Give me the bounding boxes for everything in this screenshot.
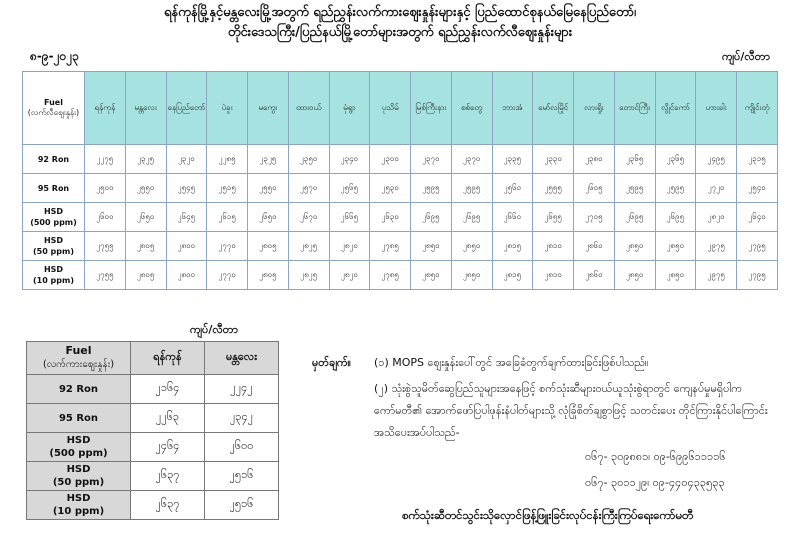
retail-price-table [22, 71, 778, 290]
yangon-price-cell: ၂၁၆၄ [131, 375, 205, 404]
price-cell: ၂၅၉၅ [655, 174, 696, 203]
fuel-type-cell [23, 261, 85, 290]
unit-label: ကျပ်/လီတာ [722, 50, 770, 63]
price-cell: ၂၉၇၅ [696, 261, 737, 290]
price-cell: ၂၉၇၅ [696, 232, 737, 261]
mandalay-price-cell: ၂၃၄၂ [205, 404, 279, 433]
yangon-price-cell: ၂၄၆၄ [131, 433, 205, 462]
price-cell: ၂၆၉၅ [655, 203, 696, 232]
price-cell: ၂၃၂၅ [248, 145, 289, 174]
table-row [23, 203, 778, 232]
table-row [23, 145, 778, 174]
price-cell: ၂၆၀၅ [574, 174, 615, 203]
fuel-header-label: Fuel [65, 344, 92, 357]
fuel-header-label: Fuel [44, 97, 63, 107]
price-cell: ၂၅၇၀ [288, 174, 329, 203]
price-cell: ၂၆၉၅ [614, 203, 655, 232]
city-column-header: ဘားအံ [492, 72, 533, 145]
price-cell: ၂၃၁၅ [737, 145, 778, 174]
price-cell: ၂၅၉၅ [451, 174, 492, 203]
fuel-type-cell [23, 174, 85, 203]
city-column-header: မော်လမြိုင် [533, 72, 574, 145]
city-column-header: လားရှိုး [574, 72, 615, 145]
price-cell: ၂၃၃၀ [533, 145, 574, 174]
price-cell: ၂၇၅၅ [85, 232, 126, 261]
price-cell: ၂၈၀၀ [166, 232, 207, 261]
fuel-column-header [23, 72, 85, 145]
price-cell: ၂၆၃၀ [370, 203, 411, 232]
table-row [23, 232, 778, 261]
price-cell: ၂၈၅၀ [614, 232, 655, 261]
price-cell: ၂၈၆၀ [574, 261, 615, 290]
price-cell: ၂၈၀၅ [125, 261, 166, 290]
price-cell: ၂၆၄၀ [737, 203, 778, 232]
table-header-row [27, 342, 279, 375]
price-cell: ၂၈၆၀ [574, 232, 615, 261]
price-cell: ၂၇၉၅ [737, 232, 778, 261]
fuel-type-cell [27, 491, 131, 520]
table-body [27, 375, 279, 520]
price-cell: ၂၈၅၀ [614, 261, 655, 290]
date-label: ၈-၉-၂၀၂၃ [30, 49, 79, 63]
fuel-type-sub: (10 ppm) [52, 506, 105, 517]
small-table-unit: ကျပ်/လီတာ [190, 323, 238, 336]
city-column-header: မြစ်ကြီးနား [411, 72, 452, 145]
price-cell: ၂၃၀၀ [370, 145, 411, 174]
price-cell: ၂၂၈၅ [207, 145, 248, 174]
price-cell: ၂၂၇၅ [85, 145, 126, 174]
city-column-header: တောင်ကြီး [614, 72, 655, 145]
price-cell: ၂၈၅၀ [411, 261, 452, 290]
mandalay-price-cell: ၂၆၀၀ [205, 433, 279, 462]
committee-signature: စက်သုံးဆီတင်သွင်းသိုလှောင်ဖြန့်ဖြူးခြင်းလုပ်ငန်းကြီးကြပ်ရေးကော်မတီ [402, 508, 694, 522]
note-2: (၂) သုံးစွဲသူမိတ်ဆွေပြည်သူများအနေဖြင့် စက်သုံးဆီများဝယ်ယူသုံးစွဲရာတွင် ကျေနပ်မှုမရှိပါက ကော်မတီ၏ အောက်ဖော်ပြပါဖုန်းနံပါတ်များသို့ လုံခြုံစိတ်ချစွာဖြင့် သတင်းပေး တိုင်ကြားနိုင်ပါကြောင်း အသိပေးအပ်ပါသည်- [374, 382, 768, 439]
price-cell: ၂၇၉၅ [737, 261, 778, 290]
price-cell: ၂၈၂၅ [288, 232, 329, 261]
title-line-2: တိုင်းဒေသကြီး/ပြည်နယ်မြို့တော်များအတွက် ရည်ညွှန်းလက်လီဈေးနှုန်းများ [227, 25, 573, 40]
price-cell: ၂၈၀၅ [248, 261, 289, 290]
fuel-type-sub: (50 ppm) [52, 477, 105, 488]
price-cell: ၂၃၆၅ [655, 145, 696, 174]
price-cell: ၂၅၃၀ [370, 174, 411, 203]
fuel-type-label: 92 Ron [58, 383, 99, 395]
city-column-header: ဟားခါး [696, 72, 737, 145]
price-cell: ၂၅၉၅ [411, 174, 452, 203]
price-cell: ၂၈၀၅ [125, 232, 166, 261]
price-cell: ၂၃၇၀ [451, 145, 492, 174]
price-cell: ၂၆၅၅ [533, 203, 574, 232]
price-cell: ၂၆၁၅ [207, 203, 248, 232]
wholesale-price-table [26, 341, 279, 520]
price-cell: ၂၆၅၀ [248, 203, 289, 232]
price-cell: ၂၆၆၀ [492, 203, 533, 232]
price-cell: ၂၇၈၅ [370, 232, 411, 261]
fuel-type-label: 95 Ron [37, 183, 70, 193]
price-cell: ၂၃၅၀ [288, 145, 329, 174]
fuel-type-cell [27, 404, 131, 433]
fuel-type-label: HSD [66, 464, 91, 475]
price-cell: ၂၅၉၅ [614, 174, 655, 203]
price-cell: ၂၅၄၅ [166, 174, 207, 203]
price-cell: ၂၇၇၀ [207, 261, 248, 290]
fuel-type-cell [23, 232, 85, 261]
yangon-price-cell: ၂၆၃၇ [131, 462, 205, 491]
price-cell: ၂၅၀၀ [85, 174, 126, 203]
price-cell: ၂၇၂၀ [696, 174, 737, 203]
fuel-type-cell [27, 375, 131, 404]
price-cell: ၂၃၄၀ [329, 145, 370, 174]
mandalay-price-cell: ၂၂၄၂ [205, 375, 279, 404]
price-cell: ၂၅၅၀ [248, 174, 289, 203]
price-cell: ၂၈၅၀ [411, 232, 452, 261]
mandalay-price-cell: ၂၅၁၆ [205, 462, 279, 491]
fuel-type-cell [23, 203, 85, 232]
table-header-row [23, 72, 778, 145]
price-cell: ၂၃၆၅ [614, 145, 655, 174]
price-cell: ၂၇၇၀ [207, 232, 248, 261]
price-cell: ၂၅၆၅ [329, 174, 370, 203]
fuel-type-label: HSD [66, 435, 91, 446]
title-line-1: ရန်ကုန်မြို့နှင့်မန္တလေးမြို့အတွက် ရည်ညွှန်းလက်ကားဈေးနှုန်းများနှင့် ပြည်ထောင်စုနယ်မြေနေပြည်တော်၊ [163, 5, 637, 20]
mandalay-price-cell: ၂၅၁၆ [205, 491, 279, 520]
fuel-type-sub: (500 ppm) [49, 448, 108, 459]
city-column-header: မကွေး [248, 72, 289, 145]
price-cell: ၂၈၁၀ [533, 261, 574, 290]
fuel-header-sub: (လက်ကားဈေးနှုန်း) [42, 359, 115, 370]
price-cell: ၂၈၀၅ [248, 232, 289, 261]
city-column-header: ကျိုင်းတုံ [737, 72, 778, 145]
price-cell: ၂၈၁၅ [492, 261, 533, 290]
city-column-header: ပုသိမ် [370, 72, 411, 145]
yangon-column-header: ရန်ကုန် [131, 342, 205, 375]
city-column-header: လွိုင်ကော် [655, 72, 696, 145]
mandalay-column-header: မန္တလေး [205, 342, 279, 375]
fuel-type-label: 95 Ron [58, 412, 99, 424]
price-cell: ၂၅၆၀ [492, 174, 533, 203]
price-cell: ၂၅၅၀ [125, 174, 166, 203]
price-cell: ၂၈၀၀ [166, 261, 207, 290]
price-cell: ၂၃၂၀ [166, 145, 207, 174]
fuel-type-label: HSD [43, 207, 64, 216]
price-cell: ၂၅၁၅ [207, 174, 248, 203]
fuel-type-sub: (10 ppm) [32, 276, 75, 285]
price-cell: ၂၈၅၀ [451, 261, 492, 290]
price-cell: ၂၃၃၅ [492, 145, 533, 174]
price-cell: ၂၃၂၅ [125, 145, 166, 174]
price-cell: ၂၇၀၅ [574, 203, 615, 232]
fuel-header-sub: (လက်လီဈေးနှုန်း) [27, 107, 80, 117]
price-cell: ၂၆၉၅ [411, 203, 452, 232]
city-column-header: မုံရွာ [329, 72, 370, 145]
price-cell: ၂၈၂၀ [696, 203, 737, 232]
table-row [27, 433, 279, 462]
price-cell: ၂၆၉၅ [451, 203, 492, 232]
city-column-header: မန္တလေး [125, 72, 166, 145]
price-cell: ၂၈၂၅ [288, 261, 329, 290]
city-column-header: ရန်ကုန် [85, 72, 126, 145]
price-cell: ၂၅၅၅ [533, 174, 574, 203]
fuel-column-header [27, 342, 131, 375]
table-row [23, 261, 778, 290]
table-row [27, 491, 279, 520]
price-cell: ၂၈၅၀ [655, 232, 696, 261]
price-cell: ၂၈၁၅ [492, 232, 533, 261]
table-row [27, 375, 279, 404]
fuel-type-cell [23, 145, 85, 174]
price-cell: ၂၇၈၅ [370, 261, 411, 290]
fuel-type-cell [27, 433, 131, 462]
price-cell: ၂၄၉၅ [696, 145, 737, 174]
price-cell: ၂၆၅၀ [125, 203, 166, 232]
note-1: (၁) MOPS ဈေးနှုန်းပေါ်တွင် အခြေခံတွက်ချက်ထားခြင်းဖြစ်ပါသည်။ [374, 356, 649, 369]
table-body [23, 145, 778, 290]
notes-label: မှတ်ချက်။ [312, 356, 352, 369]
price-cell: ၂၆၇၀ [288, 203, 329, 232]
price-cell: ၂၃၈၀ [574, 145, 615, 174]
fuel-type-label: HSD [43, 265, 64, 274]
price-cell: ၂၈၂၀ [329, 232, 370, 261]
city-column-header: ပဲခူး [207, 72, 248, 145]
fuel-type-sub: (50 ppm) [32, 247, 75, 256]
price-cell: ၂၈၂၀ [329, 261, 370, 290]
fuel-type-sub: (500 ppm) [30, 218, 77, 227]
yangon-price-cell: ၂၂၆၃ [131, 404, 205, 433]
city-column-header: ထားဝယ် [288, 72, 329, 145]
fuel-type-label: HSD [66, 493, 91, 504]
price-cell: ၂၈၅၀ [655, 261, 696, 290]
fuel-type-label: 92 Ron [37, 154, 70, 164]
price-cell: ၂၆၆၅ [329, 203, 370, 232]
price-cell: ၂၈၅၀ [451, 232, 492, 261]
yangon-price-cell: ၂၆၃၇ [131, 491, 205, 520]
price-cell: ၂၆၄၅ [166, 203, 207, 232]
price-cell: ၂၃၇၀ [411, 145, 452, 174]
fuel-type-cell [27, 462, 131, 491]
price-cell: ၂၇၅၅ [85, 261, 126, 290]
phone-numbers-2: ၀၆၇- ၃၀၁၁၂၉၊ ၀၉-၄၄၀၄၃၃၅၃၃ [585, 476, 725, 489]
table-row [27, 462, 279, 491]
table-row [27, 404, 279, 433]
price-cell: ၂၈၁၀ [533, 232, 574, 261]
price-cell: ၂၅၄၀ [737, 174, 778, 203]
city-column-header: စစ်တွေ [451, 72, 492, 145]
phone-numbers-1: ၀၆၇- ၃၀၉၈၈၁၊ ၀၉-၆၉၉၆၁၁၁၁၆ [585, 450, 726, 463]
table-row [23, 174, 778, 203]
fuel-type-label: HSD [43, 236, 64, 245]
city-column-header: နေပြည်တော် [166, 72, 207, 145]
price-cell: ၂၆၀၀ [85, 203, 126, 232]
